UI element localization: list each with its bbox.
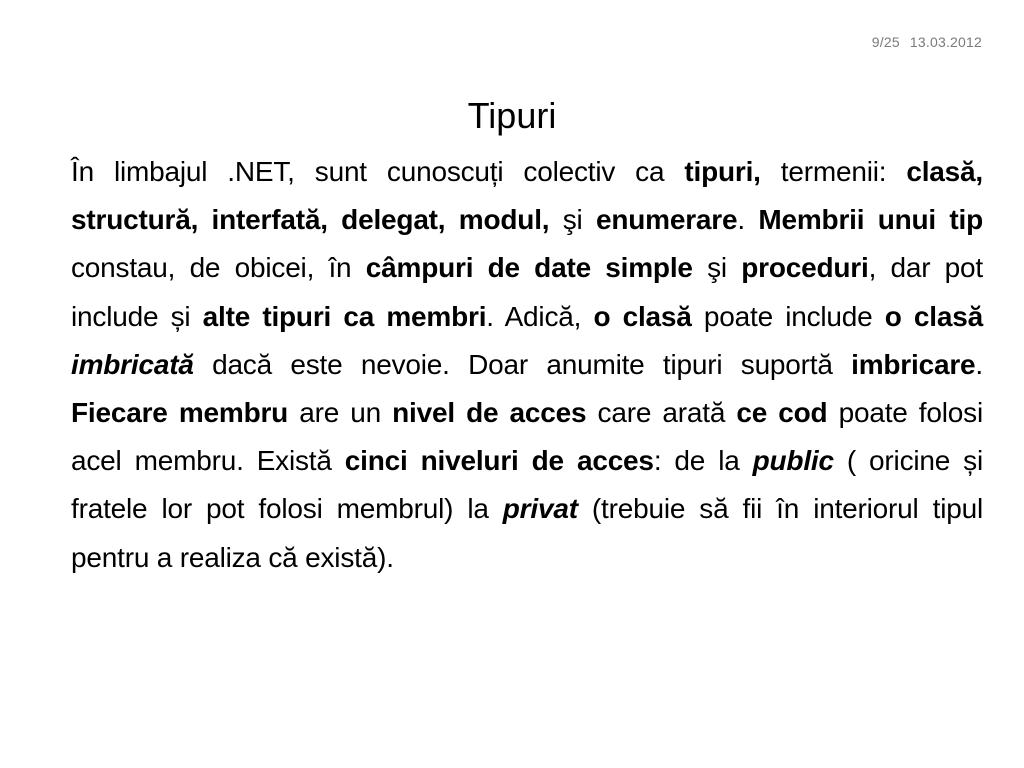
bold-segment: Fiecare membru — [71, 397, 289, 429]
text-segment: şi — [549, 204, 596, 236]
bold-italic-segment — [753, 445, 834, 476]
bold-segment: Membrii unui tip — [758, 204, 983, 236]
text-segment: dacă este nevoie. Doar anumite tipuri suportă — [193, 348, 852, 380]
slide-meta — [872, 34, 982, 50]
bold-italic-segment — [71, 349, 194, 380]
emphasis-text: imbricată — [71, 348, 194, 380]
text-segment: şi — [692, 252, 742, 284]
bold-segment: cinci niveluri de acces — [344, 445, 654, 477]
text-segment: constau, de obicei, în — [71, 252, 366, 284]
bold-segment: proceduri — [741, 252, 869, 284]
text-segment: . Adică, — [486, 300, 594, 332]
text-segment: (trebuie să fii în interiorul tipul pentru a realiza că există). — [71, 493, 983, 573]
text-segment: ( oricine și fratele lor pot folosi membrul) la — [71, 445, 983, 525]
text-segment: poate folosi acel membru. Există — [71, 397, 983, 477]
text-segment: . — [737, 204, 759, 236]
slide-body-paragraph — [71, 148, 983, 582]
bold-segment: o clasă — [593, 300, 692, 332]
slide-page-number: 9/25 — [871, 34, 900, 50]
emphasis-text: public — [752, 445, 834, 477]
text-segment: poate include — [691, 300, 885, 332]
slide-title: Tipuri — [467, 95, 557, 137]
bold-italic-segment — [503, 493, 578, 524]
text-segment: termenii: — [760, 156, 907, 187]
bold-segment: o clasă — [884, 300, 983, 332]
slide-date: 13.03.2012 — [909, 34, 982, 50]
text-segment: care arată — [586, 397, 737, 429]
emphasis-text: privat — [502, 493, 578, 525]
text-segment: . — [975, 348, 983, 380]
bold-segment: enumerare — [595, 204, 738, 236]
bold-segment: nivel de acces — [392, 397, 587, 429]
bold-segment: clasă, structură, interfată, delegat, modul, — [71, 156, 983, 236]
bold-segment: câmpuri de date simple — [365, 252, 693, 284]
text-segment: În limbajul .NET, sunt cunoscuți colectiv ca — [71, 156, 685, 187]
bold-segment: tipuri, — [684, 156, 761, 187]
bold-segment: ce cod — [736, 397, 828, 429]
text-segment: : de la — [653, 445, 753, 477]
bold-segment: alte tipuri ca membri — [202, 300, 487, 332]
text-segment: are un — [288, 397, 393, 429]
text-segment: , dar pot include și — [71, 252, 983, 332]
bold-segment: imbricare — [851, 348, 976, 380]
